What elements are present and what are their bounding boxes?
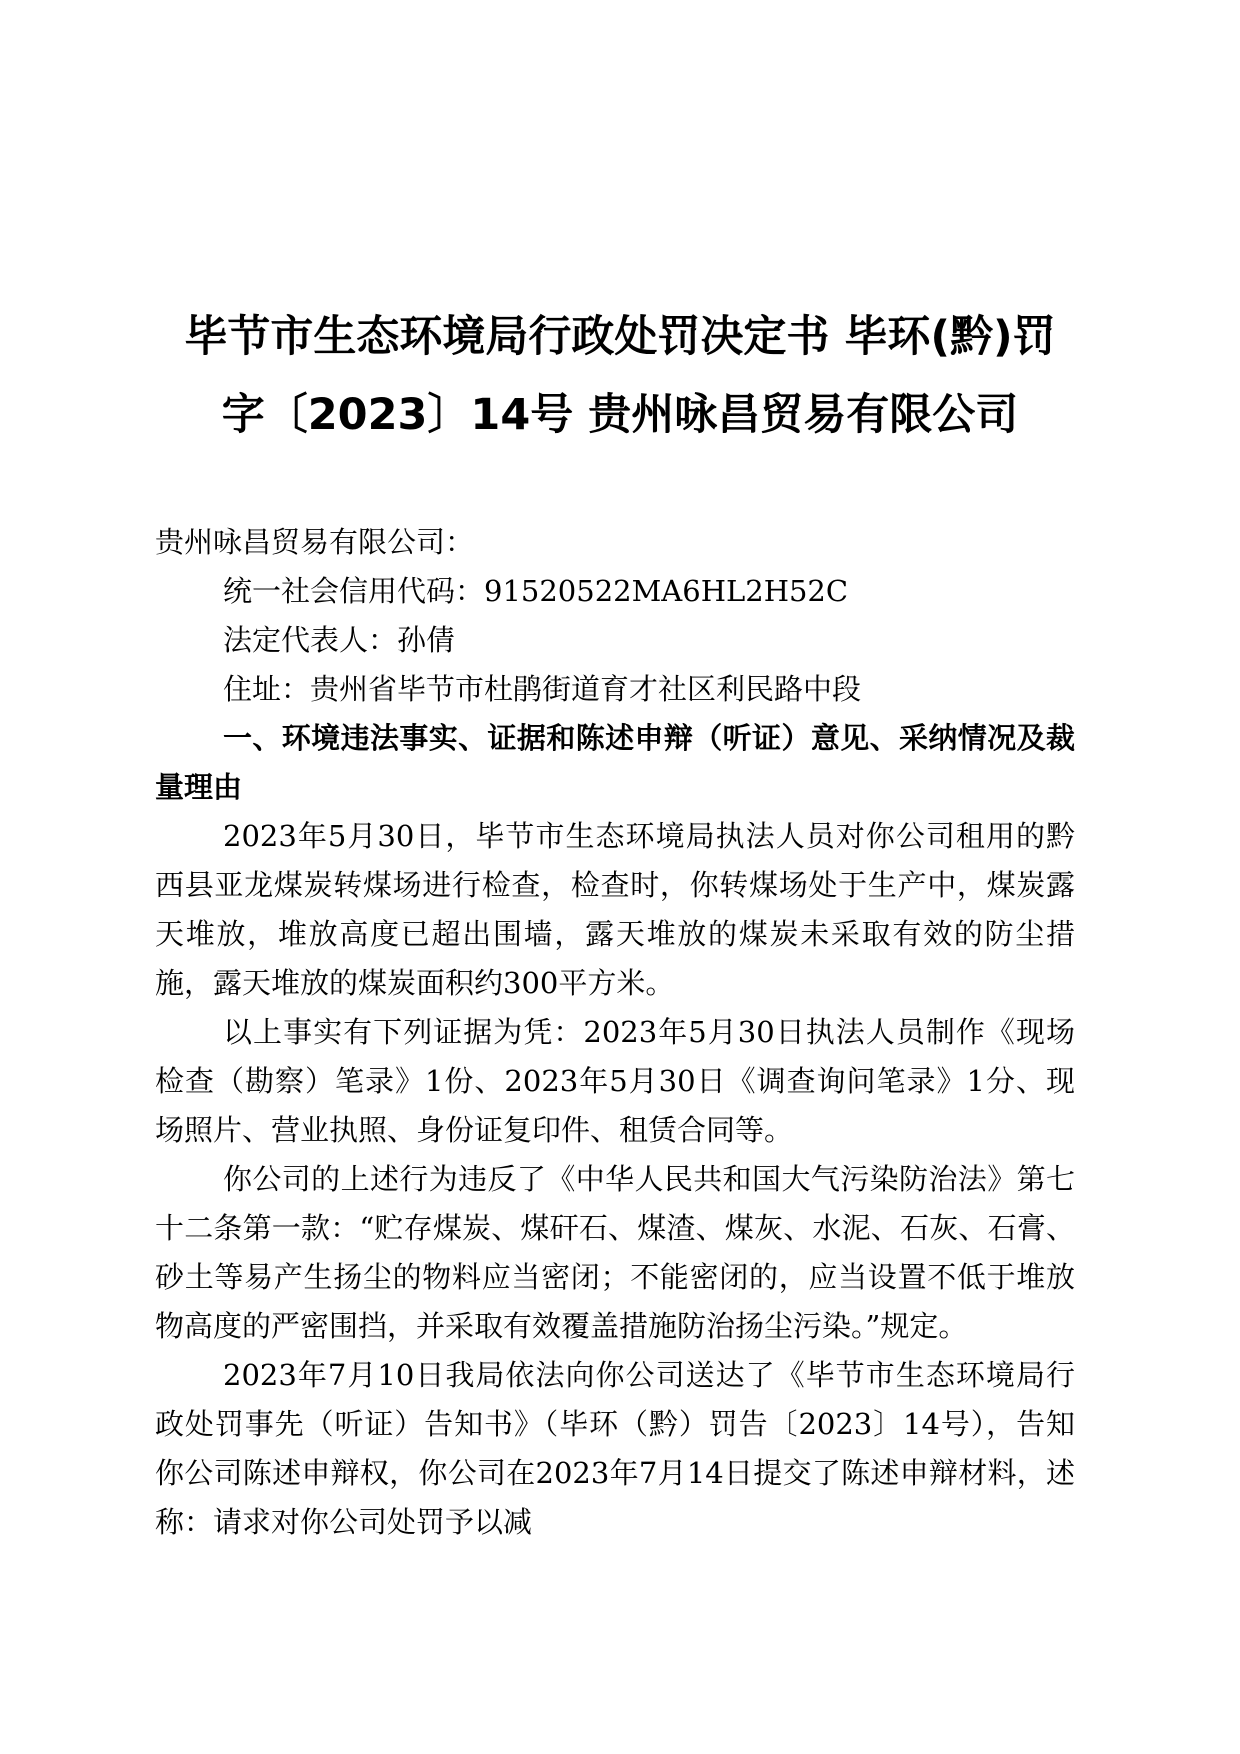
title-line-1: 毕节市生态环境局行政处罚决定书 毕环(黔)罚 [184, 312, 1056, 362]
paragraph-violation: 你公司的上述行为违反了《中华人民共和国大气污染防治法》第七十二条第一款：“贮存煤炭、煤矸石、煤渣、煤灰、水泥、石灰、石膏、砂土等易产生扬尘的物料应当密闭；不能密闭的，应当设置不低于堆放物高度的严密围挡，并采取有效覆盖措施防治扬尘污染。”规定。 [155, 1162, 1075, 1343]
credit-code: 统一社会信用代码：91520522MA6HL2H52C [223, 574, 849, 608]
document-body [155, 518, 1075, 1547]
legal-representative: 法定代表人：孙倩 [223, 623, 456, 657]
title-line-2: 字〔2023〕14号 贵州咏昌贸易有限公司 [221, 390, 1019, 440]
section-heading: 一、环境违法事实、证据和陈述申辩（听证）意见、采纳情况及裁量理由 [155, 721, 1075, 804]
paragraph-evidence: 以上事实有下列证据为凭：2023年5月30日执法人员制作《现场检查（勘察）笔录》1份、2023年5月30日《调查询问笔录》1分、现场照片、营业执照、身份证复印件、租赁合同等。 [155, 1015, 1075, 1147]
addressee: 贵州咏昌贸易有限公司： [155, 525, 475, 559]
address: 住址：贵州省毕节市杜鹃街道育才社区利民路中段 [223, 672, 862, 706]
paragraph-facts: 2023年5月30日，毕节市生态环境局执法人员对你公司租用的黔西县亚龙煤炭转煤场进行检查，检查时，你转煤场处于生产中，煤炭露天堆放，堆放高度已超出围墙，露天堆放的煤炭未采取有效的防尘措施，露天堆放的煤炭面积约300平方米。 [155, 819, 1075, 1000]
paragraph-notice: 2023年7月10日我局依法向你公司送达了《毕节市生态环境局行政处罚事先（听证）告知书》（毕环（黔）罚告〔2023〕14号），告知你公司陈述申辩权，你公司在2023年7月14日提交了陈述申辩材料，述称：请求对你公司处罚予以减 [155, 1358, 1075, 1539]
document-title [150, 298, 1090, 454]
